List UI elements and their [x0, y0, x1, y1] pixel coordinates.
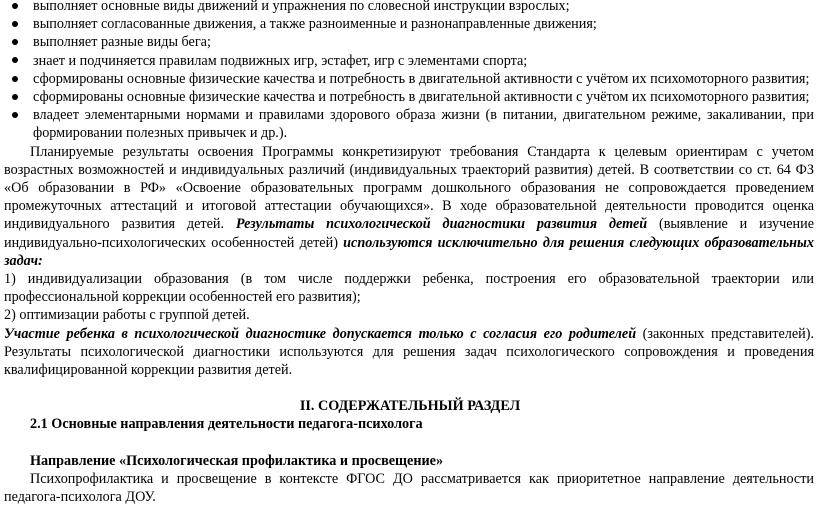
bullet-list: [0, 0, 816, 143]
bullet-icon: [10, 33, 20, 51]
paragraph-text: (выявление и изучение индивидуально-психологических особенностей детей): [4, 216, 815, 251]
list-item: [0, 88, 816, 106]
consent-paragraph: [0, 325, 816, 380]
list-item: [0, 0, 816, 15]
consent-emphasis: Участие ребенка в психологической диагностике допускается только с согласия его родителей: [4, 325, 637, 342]
planned-results-paragraph: [0, 143, 816, 270]
diagnostics-emphasis: Результаты психологической диагностики развития детей: [235, 216, 648, 233]
tasks-emphasis: используются исключительно для решения следующих образовательных задач:: [4, 234, 814, 269]
direction-title: Направление «Психологическая профилактика и просвещение»: [30, 452, 444, 469]
section-title: II. СОДЕРЖАТЕЛЬНЫЙ РАЗДЕЛ: [299, 398, 521, 415]
bullet-icon: [10, 0, 20, 15]
bullet-icon: [10, 52, 20, 70]
list-item: [0, 15, 816, 33]
bullet-text: знает и подчиняется правилам подвижных игр, эстафет, игр с элементами спорта;: [33, 52, 528, 69]
subsection-title: 2.1 Основные направления деятельности педагога-психолога: [30, 416, 423, 433]
paragraph-text: (законных представителей). Результаты психологической диагностики используются для решения задач психологического сопровождения и проведения квалифицированной коррекции развития детей.: [4, 325, 814, 379]
bullet-text: сформированы основные физические качества и потребность в двигательной активности с учётом их психомоторного развития;: [33, 70, 810, 87]
direction-paragraph: Психопрофилактика и просвещение в контексте ФГОС ДО рассматривается как приоритетное направление деятельности педагога-психолога ДОУ.: [4, 470, 814, 506]
list-item: [0, 106, 816, 142]
bullet-text: владеет элементарными нормами и правилами здорового образа жизни (в питании, двигательном режиме, закаливании, при формировании полезных привычек и др.).: [33, 107, 814, 142]
paragraph-text: Планируемые результаты освоения Программы конкретизируют требования Стандарта к целевым ориентирам с учетом возрастных возможностей и индивидуальных различий (индивидуальных траекторий развития) детей. В соответствии со ст. 64 ФЗ «Об образовании в РФ» «Освоение образовательных программ дошкольного образования не сопровождается проведением промежуточных аттестаций и итоговой аттестации обучающихся». В ходе образовательной деятельности проводится оценка индивидуального развития детей.: [4, 143, 814, 233]
list-item: [0, 70, 816, 88]
spacer: [0, 434, 816, 452]
bullet-icon: [10, 70, 20, 88]
numbered-item-2: 2) оптимизации работы с группой детей.: [4, 307, 250, 324]
bullet-icon: [10, 88, 20, 106]
list-item: [0, 33, 816, 51]
bullet-icon: [10, 106, 20, 124]
bullet-text: выполняет основные виды движений и упражнения по словесной инструкции взрослых;: [33, 0, 570, 14]
bullet-icon: [10, 15, 20, 33]
numbered-item-1: 1) индивидуализации образования (в том числе поддержки ребенка, построения его образовательной траектории или профессиональной коррекции особенностей его развития);: [4, 271, 814, 306]
bullet-text: сформированы основные физические качества и потребность в двигательной активности с учётом их психомоторного развития;: [33, 89, 810, 106]
spacer: [0, 379, 816, 397]
list-item: [0, 52, 816, 70]
bullet-text: выполняет согласованные движения, а также разноименные и разнонаправленные движения;: [33, 16, 597, 33]
bullet-text: выполняет разные виды бега;: [33, 34, 211, 51]
